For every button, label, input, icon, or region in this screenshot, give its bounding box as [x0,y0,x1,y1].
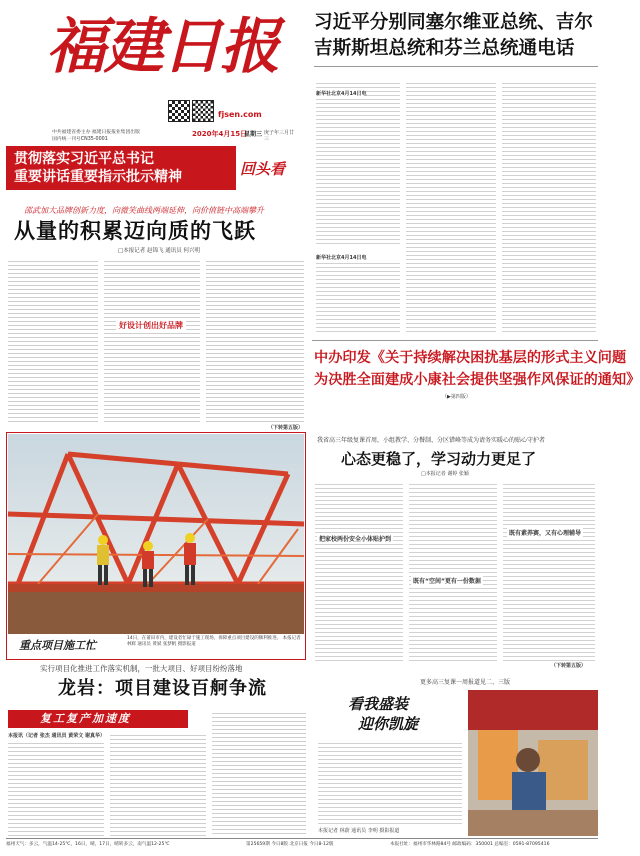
longyan-col3 [212,710,306,836]
qr-code-icon [192,100,214,122]
article-body-col3 [502,80,596,334]
exam-subhead: 既有“空间”更有一份数据 [411,575,483,586]
dateline-2 [316,244,400,263]
qr-code-icon [168,100,190,122]
divider [312,340,598,341]
photo-credit: 14日，在莆田市内，建设者忙碌于施工现场，保障重点项目建设的顺利推进。 本报记者 林辉 通讯员 黄斌 张梦帆 摄影报道 [127,636,301,647]
masthead-lunar: 庚子年三月廿三 [264,130,295,142]
kaixuan-photo [468,690,598,836]
kaixuan-byline: 本报记者 林蔚 通讯员 李明 摄影报道 [318,828,400,834]
exam-col2 [409,481,497,661]
foreground [468,810,598,836]
story1-continued: （下转第五版） [268,425,304,431]
top-headline-line1: 习近平分别同塞尔维亚总统、吉尔 [314,12,593,33]
story1-col1 [8,258,98,422]
photo-frame [6,432,306,660]
masthead-cn-code: 国内统一刊号CN35-0001 [52,137,108,142]
story1-subhead: 好设计创出好品牌 [116,320,186,331]
story1-headline: 从量的积累迈向质的飞跃 [14,219,256,243]
masthead-url[interactable]: fjsen.com [218,110,262,119]
kaixuan-headline-line1: 看我盛装 [348,695,409,713]
notice-headline-line1: 中办印发《关于持续解决困扰基层的形式主义问题 [314,350,627,366]
longyan-headline: 龙岩：项目建设百舸争流 [58,678,267,699]
article-body-xinhua [316,80,400,334]
banner-red [468,690,598,730]
footer-rule [6,838,598,839]
kaixuan-body [318,740,462,826]
kaixuan-box [312,690,598,838]
story1-byline: □本报记者 赵锦飞 通讯员 何兴明 [118,248,200,254]
construction-photo [8,434,304,634]
story1-kicker: 邵武加大品牌创新力度，向微笑曲线两端延伸，向价值链中高端攀升 [24,206,264,215]
exam-byline: □本报记者 谢婷 张颖 [421,471,469,477]
top-headline [314,10,598,62]
photo-caption-title: 重点项目施工忙 [19,639,96,652]
exam-story-box [310,408,598,676]
longyan-kicker: 实行项目化推进工作落实机制，一批大项目、好项目纷纷落地 [40,664,243,673]
longyan-byline: 本报讯（记者 张杰 通讯员 黄荣文 谢真华） [8,733,105,739]
masthead-date: 2020年4月15日 [192,130,248,138]
story1-col3 [206,258,304,422]
exam-subhead: 既有素养赛，又有心理辅导 [507,527,583,538]
footer-weather: 福州天气：多云，气温14-25℃，16日，晴，17日，晴转多云，南气温12-25℃ [6,842,170,847]
exam-col1 [315,481,403,661]
exam-col3 [503,481,595,661]
dateline: 新华社北京4月14日电 [316,91,367,97]
longyan-tag: 复工复产加速度 [40,712,131,725]
notice-box [312,340,640,406]
banner-box [6,146,306,200]
longyan-col1 [8,740,104,836]
masthead-info: 中共福建省委主办 福建日报报业集团出版 [52,130,140,135]
dateline-text: 新华社北京4月14日电 [316,255,367,261]
masthead-weekday: 星期三 [244,131,263,138]
deck-shade [8,584,304,592]
photo-caption-block [7,635,305,659]
story1-col2 [104,258,200,422]
exam-kicker: 我省高三年级复课首周，小组教学、分餐制、分区错峰等成为请务实暖心的贴心守护者 [317,437,546,444]
notice-headline-line2: 为决胜全面建成小康社会提供坚强作风保证的通知》 [314,372,640,388]
masthead-title: 福建日报 [46,12,278,82]
top-headline-line2: 吉斯斯坦总统和芬兰总统通电话 [314,38,575,59]
masthead [6,6,298,146]
exam-subhead: 把家校两份安全小体贴护到 [317,533,393,544]
article-body-col2 [406,80,496,334]
divider [314,66,598,67]
longyan-col2 [110,732,206,836]
person-head [516,748,540,772]
banner-tag: 回头看 [240,160,286,178]
footer-issue: 第25659期 今日8版 北京日报 今日8-12版 [246,842,334,847]
exam-more-link[interactable]: 更多高三复课一周报道见二、三版 [420,679,511,686]
banner-line1: 贯彻落实习近平总书记 [14,151,154,167]
banner-line2: 重要讲话重要指示批示精神 [14,169,182,185]
kaixuan-headline-line2: 迎你凯旋 [358,715,419,733]
notice-continued[interactable]: （▶第四版） [442,394,471,400]
footer-contacts: 本报社址：福州市华林路84号 邮政编码：350001 总编室：0591-87095416 [390,842,550,847]
exam-headline: 心态更稳了，学习动力更足了 [341,450,537,468]
exam-continued: （下转第五版） [551,663,587,669]
